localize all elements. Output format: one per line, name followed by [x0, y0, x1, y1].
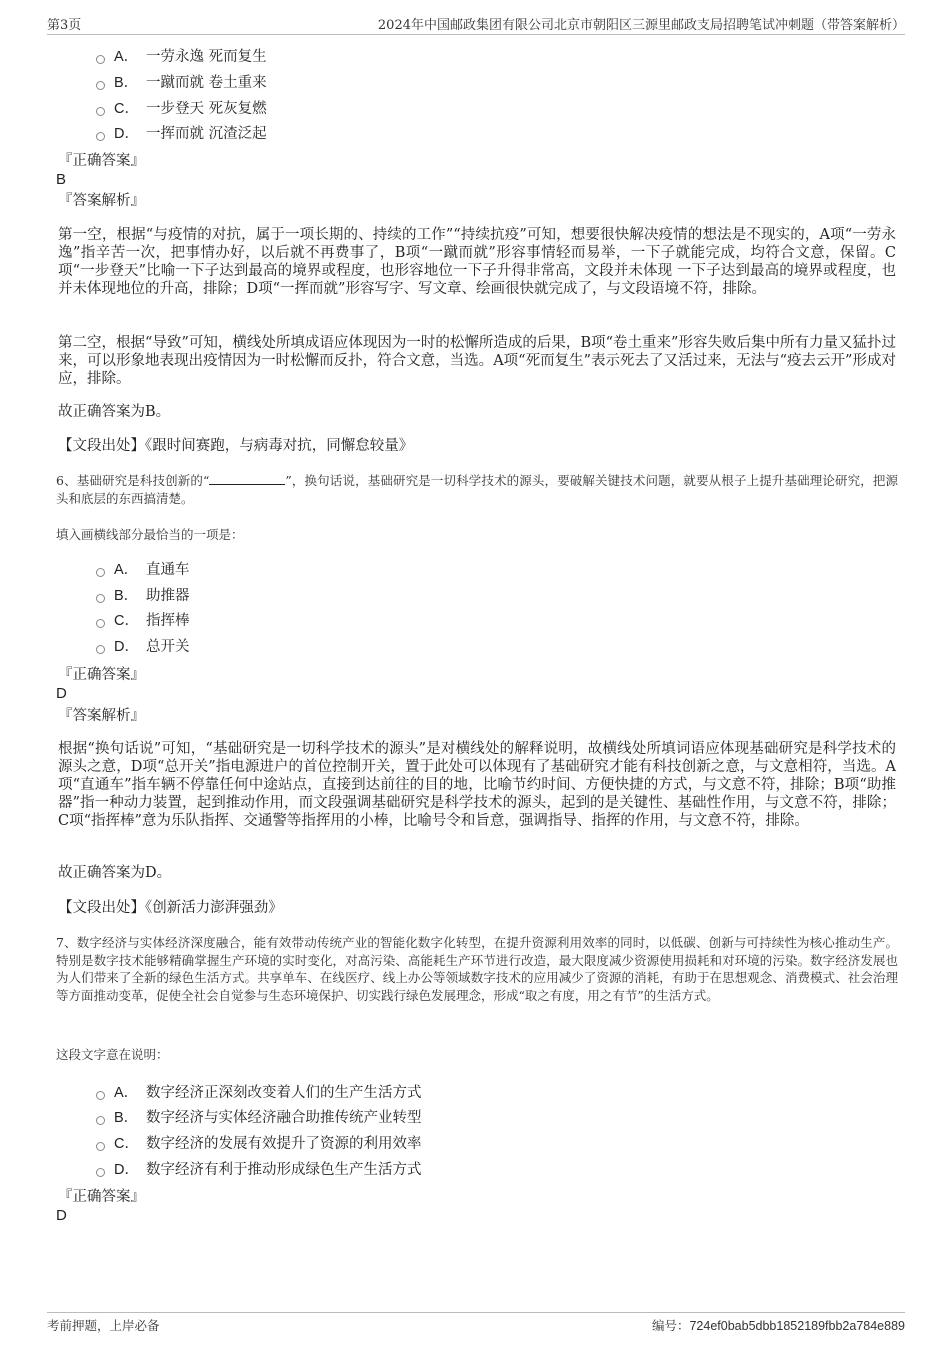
answer-label: 『正确答案』	[58, 153, 145, 169]
question-prompt: 这段文字意在说明：	[56, 1047, 169, 1062]
page-footer	[47, 1312, 905, 1335]
question-stem: 7、数字经济与实体经济深度融合，能有效带动传统产业的智能化数字化转型，在提升资源利用效率的同时，以低碳、创新与可持续性为核心推动生产。特别是数字技术能够精确掌握生产环境的实时变化，对高污染、高能耗生产环节进行改造，最大限度减少资源使用损耗和对环境的污染。数字经济发展也为人们带来了全新的绿色生活方式。共享单车、在线医疗、线上办公等领域数字技术的应用减少了资源的消耗，有助于在思想观念、消费模式、社会治理等方面推动变革，促使全社会自觉参与生态环境保护、切实践行绿色发展理念，形成“取之有度，用之有节”的生活方式。	[56, 935, 898, 1003]
option-a[interactable]: A． 直通车	[96, 559, 190, 581]
option-a[interactable]: A． 数字经济正深刻改变着人们的生产生活方式	[96, 1082, 422, 1104]
answer-label: 『正确答案』	[58, 1189, 145, 1205]
fill-blank	[209, 472, 285, 485]
radio-icon[interactable]	[96, 619, 105, 628]
option-b[interactable]: B． 一蹴而就 卷土重来	[96, 72, 267, 94]
correct-answer: D	[56, 685, 67, 702]
analysis-label: 『答案解析』	[58, 708, 145, 724]
footer-slogan: 考前押题，上岸必备	[47, 1318, 160, 1333]
radio-icon[interactable]	[96, 1091, 105, 1100]
analysis-conclusion: 故正确答案为B。	[58, 404, 171, 420]
radio-icon[interactable]	[96, 594, 105, 603]
radio-icon[interactable]	[96, 107, 105, 116]
text-source: 【文段出处】《跟时间赛跑，与病毒对抗，同懈怠较量》	[58, 438, 414, 454]
analysis-paragraph: 第二空，根据“导致”可知，横线处所填成语应体现因为一时的松懈所造成的后果，B项“卷土重来”形容失败后集中所有力量又猛扑过来，可以形象地表现出疫情因为一时松懈而反扑，符合文意，当选。A项“死而复生”表示死去了又活过来，无法与“疫去云开”形成对应，排除。	[58, 335, 896, 387]
radio-icon[interactable]	[96, 645, 105, 654]
radio-icon[interactable]	[96, 1116, 105, 1125]
question-stem: 6、基础研究是科技创新的“ ”，换句话说，基础研究是一切科学技术的源头，要破解关键技术问题，就要从根子上提升基础理论研究，把源头和底层的东西搞清楚。	[56, 473, 898, 506]
analysis-paragraph: 根据“换句话说”可知，“基础研究是一切科学技术的源头”是对横线处的解释说明，故横线处所填词语应体现基础研究是科学技术的源头之意，D项“总开关”指电源进户的首位控制开关，置于此处可以体现有了基础研究才能有科技创新之意，与文意相符，当选。A项“直通车”指车辆不停靠任何中途站点，直接到达前往的目的地，比喻节约时间、方便快捷的方式，与文意不符，排除；B项“助推器”指一种动力装置，起到推动作用，而文段强调基础研究是科学技术的源头，起到的是关键性、基础性作用，与文意不符，排除；C项“指挥棒”意为乐队指挥、交通警等指挥用的小棒，比喻号令和旨意，强调指导、指挥的作用，与文意不符，排除。	[58, 741, 896, 829]
option-c[interactable]: C． 数字经济的发展有效提升了资源的利用效率	[96, 1133, 422, 1155]
radio-icon[interactable]	[96, 81, 105, 90]
text-source: 【文段出处】《创新活力澎湃强劲》	[58, 900, 283, 916]
option-d[interactable]: D． 数字经济有利于推动形成绿色生产生活方式	[96, 1159, 422, 1181]
option-b[interactable]: B． 数字经济与实体经济融合助推传统产业转型	[96, 1107, 422, 1129]
option-b[interactable]: B． 助推器	[96, 585, 190, 607]
answer-label: 『正确答案』	[58, 667, 145, 683]
page-header	[47, 14, 905, 35]
analysis-conclusion: 故正确答案为D。	[58, 865, 172, 881]
question-prompt: 填入画横线部分最恰当的一项是：	[56, 527, 244, 542]
page-number: 第3页	[47, 18, 82, 33]
option-a[interactable]: A． 一劳永逸 死而复生	[96, 46, 267, 68]
document-title: 2024年中国邮政集团有限公司北京市朝阳区三源里邮政支局招聘笔试冲刺题（带答案解析）	[377, 18, 905, 33]
analysis-paragraph: 第一空，根据“与疫情的对抗，属于一项长期的、持续的工作”“持续抗疫”可知，想要很快解决疫情的想法是不现实的，A项“一劳永逸”指辛苦一次，把事情办好，以后就不再费事了，B项“一蹴而就”形容事情轻而易举，一下子就能完成，均符合文意，保留。C项“一步登天”比喻一下子达到最高的境界或程度，也形容地位一下子升得非常高，文段并未体现 一下子达到最高的境界或程度，也并未体现地位的升高，排除；D项“一挥而就”形容写字、写文章、绘画很快就完成了，与文段语境不符，排除。	[58, 227, 896, 297]
radio-icon[interactable]	[96, 55, 105, 64]
analysis-label: 『答案解析』	[58, 193, 145, 209]
correct-answer: D	[56, 1207, 67, 1224]
radio-icon[interactable]	[96, 568, 105, 577]
document-code: 编号：724ef0bab5dbb1852189fbb2a784e889	[651, 1318, 905, 1333]
option-c[interactable]: C． 指挥棒	[96, 610, 190, 632]
option-d[interactable]: D． 总开关	[96, 636, 190, 658]
radio-icon[interactable]	[96, 1168, 105, 1177]
option-c[interactable]: C． 一步登天 死灰复燃	[96, 98, 267, 120]
radio-icon[interactable]	[96, 132, 105, 141]
correct-answer: B	[56, 171, 67, 188]
radio-icon[interactable]	[96, 1142, 105, 1151]
option-d[interactable]: D． 一挥而就 沉渣泛起	[96, 123, 267, 145]
